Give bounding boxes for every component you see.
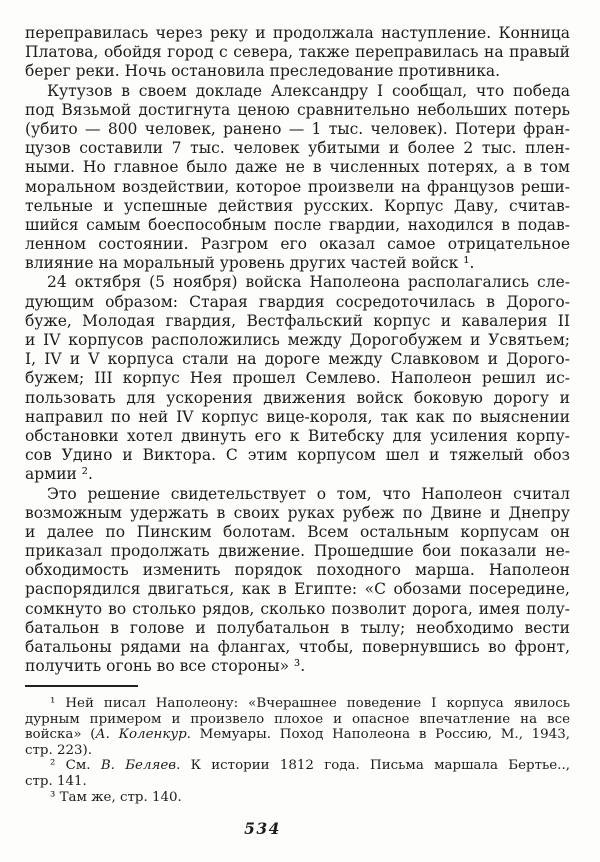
text-segment: шийся самым боеспособным после гвардии, находился в подав- [25, 215, 570, 234]
footnote-item [25, 758, 570, 789]
text-segment: батальон в голове и полубатальон в тылу; необходимо вести [25, 618, 570, 637]
text-segment: стр. 223). [25, 742, 93, 758]
footnote-item [25, 790, 570, 806]
text-segment: батальоны рядами на флангах, чтобы, повернувшись во фронт, [25, 638, 570, 656]
text-line [25, 197, 570, 216]
body-paragraph [25, 273, 570, 484]
text-segment: ² См. [50, 758, 101, 774]
text-segment: под Вязьмой достигнута ценою сравнительно небольших потерь [25, 100, 570, 119]
footnotes [25, 696, 570, 805]
text-segment: ¹ Ней писал Наполеону: «Вчерашнее поведение I корпуса явилось [50, 696, 570, 711]
text-segment: цузов составили 7 тыс. человек убитыми и более 2 тыс. плен- [25, 139, 570, 158]
text-segment: влияние на моральный уровень других частей войск ¹. [25, 254, 475, 273]
text-line [25, 696, 570, 712]
text-segment: берег реки. Ночь остановила преследование противника. [25, 62, 501, 81]
text-segment: тельные и успешные действия русских. Корпус Даву, считав- [25, 196, 570, 215]
text-segment: ными. Но главное было даже не в численных потерях, а в том [25, 158, 570, 177]
text-line [25, 712, 570, 728]
text-segment: стр. 141. [25, 773, 87, 789]
body-paragraph [25, 485, 570, 677]
text-line [25, 369, 570, 388]
text-segment: армии ². [25, 465, 93, 484]
text-segment: сов Удино и Виктора. С этим корпусом шел и тяжелый обоз [25, 446, 570, 465]
text-line [25, 254, 570, 273]
body-text [25, 24, 570, 676]
text-segment: бужем; III корпус Нея прошел Семлево. Наполеон решил ис- [25, 369, 570, 388]
text-segment: ленном состоянии. Разгром его оказал самое отрицательное [25, 235, 570, 254]
body-paragraph [25, 24, 570, 82]
text-line [25, 580, 570, 599]
text-line [25, 24, 570, 43]
text-line [25, 331, 570, 350]
text-segment: обходимость изменить порядок походного марша. Наполеон [25, 561, 570, 580]
text-line [25, 446, 570, 465]
text-segment: и далее по Пинским болотам. Всем остальным корпусам он [25, 522, 570, 541]
text-line [25, 758, 570, 774]
text-segment: . Мемуары. Поход Наполеона в Россию, М., 1943, [186, 727, 570, 743]
text-line [25, 312, 570, 331]
text-segment: обстановки хотел двинуть его к Витебску для усиления корпу- [25, 426, 570, 445]
text-segment: дурным примером и произвело плохое и опасное впечатление на все [25, 711, 570, 727]
text-line [25, 350, 570, 369]
text-line [25, 542, 570, 561]
text-line [25, 408, 570, 427]
text-segment: Кутузов в своем докладе Александру I сообщал, что победа [47, 81, 570, 100]
text-line [25, 101, 570, 120]
text-segment: войска» ( [25, 727, 96, 743]
text-line [25, 273, 570, 292]
text-segment: . К истории 1812 года. Письма маршала Бертье.., [176, 758, 570, 774]
text-line [25, 216, 570, 235]
italic-text: А. Коленкур [95, 727, 187, 743]
text-line [25, 178, 570, 197]
text-line [25, 743, 570, 759]
text-segment: моральном воздействии, которое произвели на французов реши- [25, 177, 570, 196]
text-line [25, 485, 570, 504]
text-line [25, 465, 570, 484]
text-segment: I, IV и V корпуса стали на дороге между Славковом и Дорого- [25, 350, 570, 369]
text-line [25, 389, 570, 408]
body-paragraph [25, 82, 570, 274]
text-line [25, 657, 570, 676]
text-segment: Платова, обойдя город с севера, также переправилась на правый [25, 43, 570, 62]
text-segment: пользовать для ускорения движения войск боковую дорогу и [25, 388, 570, 407]
text-segment: Это решение свидетельствует о том, что Наполеон считал [47, 484, 570, 503]
text-line [25, 62, 570, 81]
italic-text: В. Беляев [100, 758, 177, 774]
text-line [25, 120, 570, 139]
text-line [25, 600, 570, 619]
text-line [25, 727, 570, 743]
page-number: 534 [244, 819, 281, 838]
footnote-separator [25, 685, 138, 687]
text-line [25, 774, 570, 790]
text-segment: сомкнуто во столько рядов, сколько позволит дорога, имея полу- [25, 599, 570, 618]
text-line [25, 43, 570, 62]
text-segment: дующим образом: Старая гвардия сосредоточилась в Дорого- [25, 292, 570, 311]
text-segment: распорядился двигаться, как в Египте: «С обозами посередине, [25, 580, 570, 599]
text-segment: 24 октября (5 ноября) войска Наполеона располагались сле- [47, 273, 570, 292]
text-segment: ³ Там же, стр. 140. [50, 789, 182, 805]
text-segment: получить огонь во все стороны» ³. [25, 657, 306, 676]
text-line [25, 790, 570, 806]
text-line [25, 82, 570, 101]
footnote-item [25, 696, 570, 758]
text-line [25, 523, 570, 542]
text-line [25, 427, 570, 446]
text-segment: возможным удержать в своих руках рубеж по Двине и Днепру [25, 503, 570, 522]
text-line [25, 235, 570, 254]
text-segment: (убито — 800 человек, ранено — 1 тыс. человек). Потери фран- [25, 119, 570, 138]
text-line [25, 638, 570, 657]
text-segment: буже, Молодая гвардия, Вестфальский корпус и кавалерия II [25, 311, 570, 330]
text-line [25, 158, 570, 177]
text-line [25, 504, 570, 523]
text-line [25, 619, 570, 638]
text-segment: переправилась через реку и продолжала наступление. Конница [25, 24, 570, 42]
text-segment: приказал продолжать движение. Прошедшие бои показали не- [25, 542, 570, 561]
text-segment: направил по ней IV корпус вице-короля, так как по выяснении [25, 407, 570, 426]
text-line [25, 561, 570, 580]
text-line [25, 293, 570, 312]
text-line [25, 139, 570, 158]
text-segment: и IV корпусов расположились между Дорогобужем и Усвятьем; [25, 331, 570, 349]
